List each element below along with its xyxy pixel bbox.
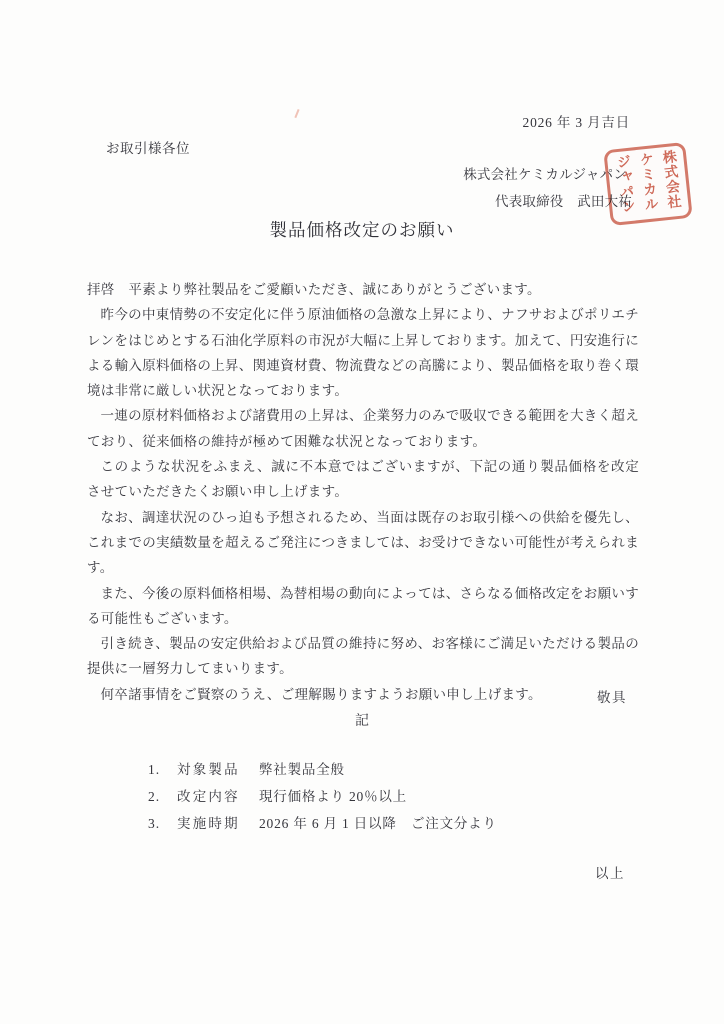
body-paragraph: 昨今の中東情勢の不安定化に伴う原油価格の急激な上昇により、ナフサおよびポリエチレンをはじめとする石油化学原料の市況が大幅に上昇しております。加えて、円安進行による輸入原料価格の上昇、関連資材費、物流費などの高騰により、製品価格を取り巻く環境は非常に厳しい状況となっております。: [87, 307, 639, 399]
item-label: 対象製品: [177, 762, 240, 777]
list-item: [148, 756, 497, 783]
body-paragraph: なお、調達状況のひっ迫も予想されるため、当面は既存のお取引様への供給を優先し、これまでの実績数量を超えるご発注につきましては、お受けできない可能性が考えられます。: [87, 509, 639, 576]
body-paragraph: 一連の原材料価格および諸費用の上昇は、企業努力のみで吸収できる範囲を大きく超えており、従来価格の維持が極めて困難な状況となっております。: [87, 408, 639, 449]
body-paragraph: このような状況をふまえ、誠に不本意ではございますが、下記の通り製品価格を改定させていただきたくお願い申し上げます。: [87, 459, 639, 500]
document-date: 2026 年 3 月吉日: [522, 115, 630, 130]
scan-artifact-mark: [294, 109, 299, 118]
closing-keigu: 敬具: [597, 690, 627, 705]
list-item: [148, 783, 497, 810]
letter-body: [87, 277, 639, 707]
item-number: 2.: [148, 789, 161, 805]
document-title: 製品価格改定のお願い: [269, 220, 455, 240]
seal-line-1: 株式会社: [660, 148, 682, 211]
item-value: 弊社製品全般: [259, 762, 345, 777]
item-value: 2026 年 6 月 1 日以降 ご注文分より: [259, 816, 497, 832]
notice-item-list: [148, 756, 497, 838]
body-paragraph: また、今後の原料価格相場、為替相場の動向によっては、さらなる価格改定をお願いする可能性もございます。: [87, 585, 639, 626]
recipient-line: お取引様各位: [106, 141, 190, 156]
notice-marker-ki: 記: [355, 714, 369, 729]
body-paragraph: 引き続き、製品の安定供給および品質の維持に努め、お客様にご満足いただける製品の提供に一層努力してまいります。: [87, 636, 639, 677]
company-name: 株式会社ケミカルジャパン: [463, 167, 627, 182]
item-label: 改定内容: [177, 789, 240, 805]
body-paragraph-greeting: 拝啓 平素より弊社製品をご愛顧いただき、誠にありがとうございます。: [87, 282, 541, 297]
seal-line-2: ケミカル: [637, 151, 659, 213]
item-number: 3.: [148, 816, 161, 832]
company-seal-stamp-icon: [603, 142, 692, 226]
list-item: [148, 810, 497, 837]
company-seal-text: [610, 149, 685, 220]
body-paragraph: 何卒諸事情をご賢察のうえ、ご理解賜りますようお願い申し上げます。: [100, 686, 542, 702]
item-value: 現行価格より 20％以上: [259, 789, 407, 805]
seal-line-3: ジャパン: [614, 153, 636, 216]
end-marker-ijou: 以上: [595, 866, 625, 881]
signer-name: 代表取締役 武田大祐: [495, 194, 632, 209]
item-label: 実施時期: [177, 816, 240, 832]
item-number: 1.: [148, 762, 161, 777]
